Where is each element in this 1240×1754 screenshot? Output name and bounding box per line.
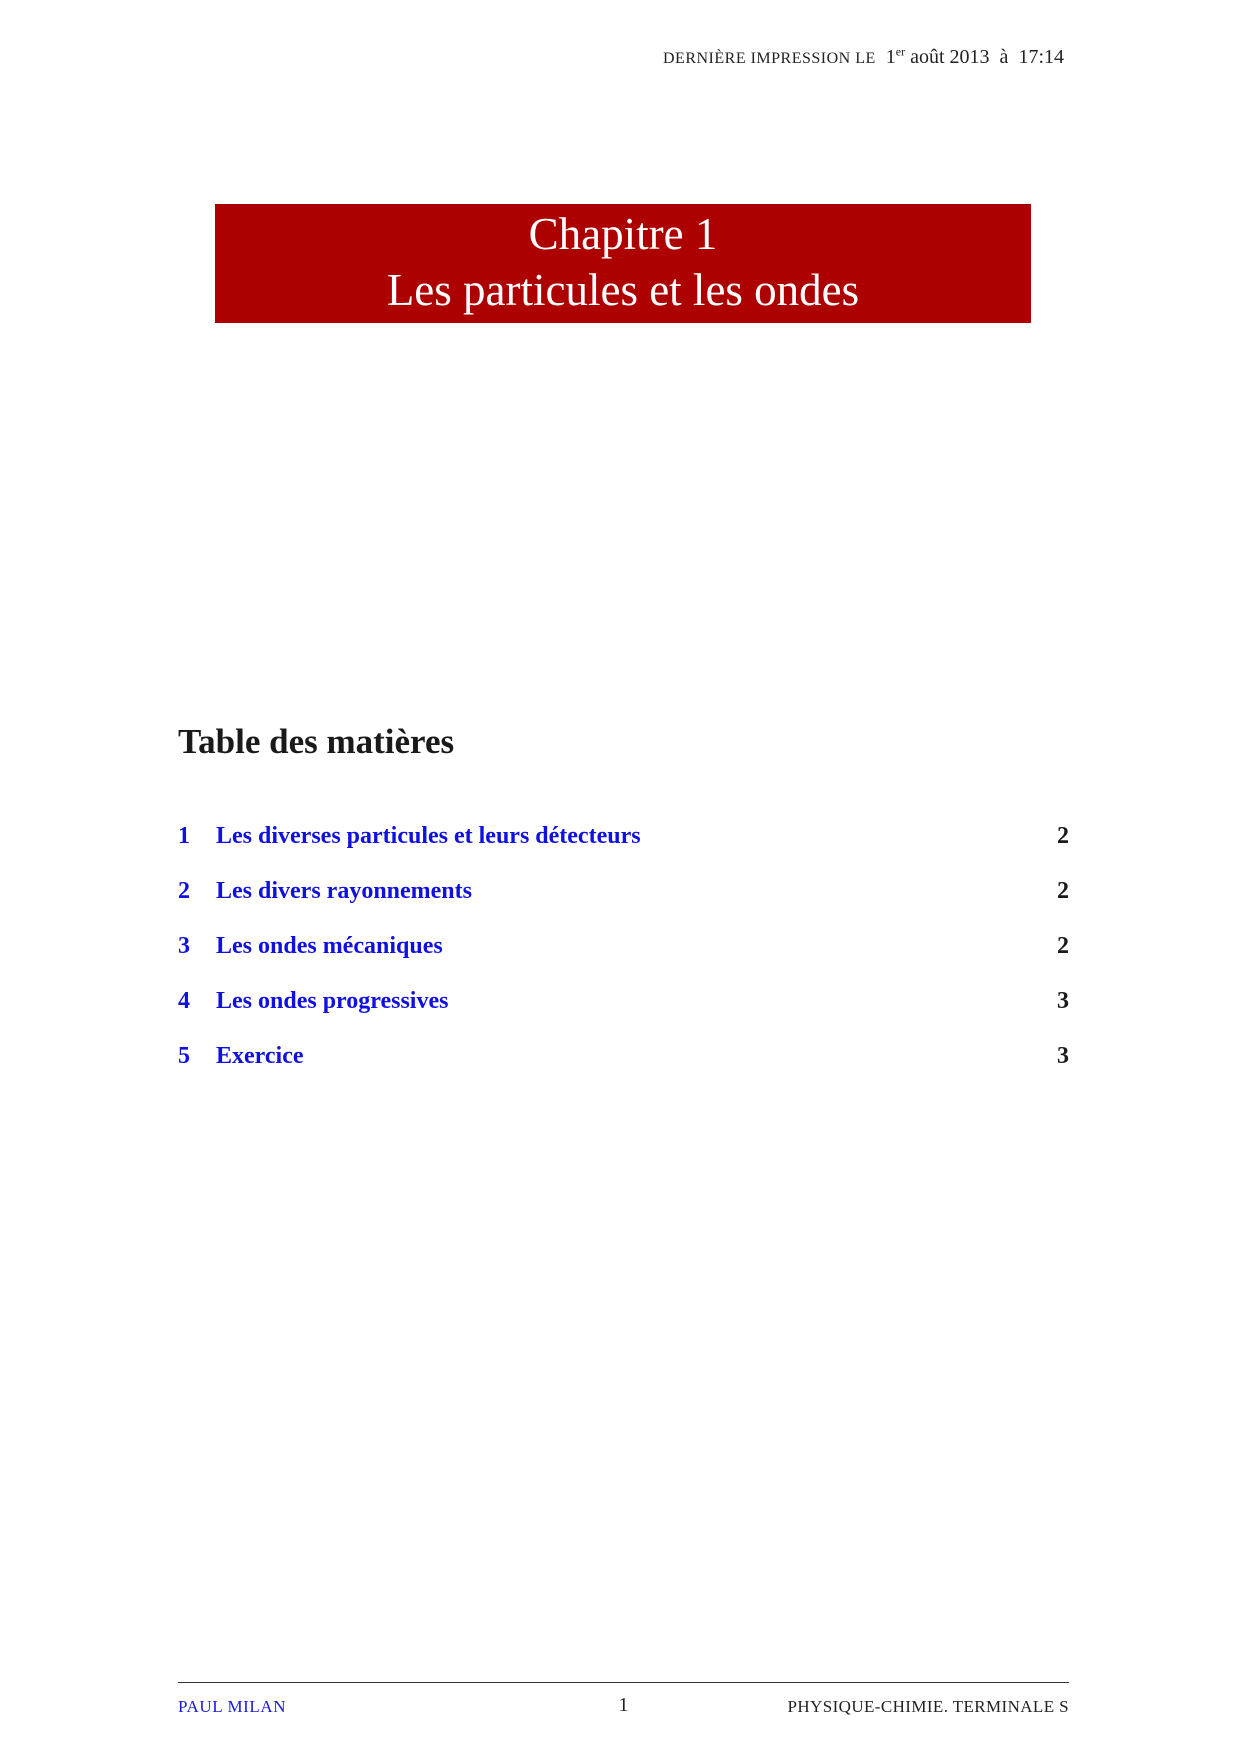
print-date-day-suffix: er — [895, 44, 906, 59]
chapter-number: Chapitre 1 — [528, 209, 718, 259]
toc-entry[interactable] — [178, 816, 1069, 871]
toc-entry-page: 3 — [1057, 988, 1069, 1014]
chapter-banner — [215, 204, 1031, 323]
toc-entry-title[interactable]: Les diverses particules et leurs détecteurs — [216, 823, 641, 849]
toc-entry-page: 2 — [1057, 933, 1069, 959]
footer-course: PHYSIQUE-CHIMIE. TERMINALE S — [787, 1697, 1069, 1716]
toc-entry[interactable] — [178, 926, 1069, 981]
toc-entry-number: 2 — [178, 878, 190, 904]
toc-entry-number: 3 — [178, 933, 190, 959]
toc-entry-title[interactable]: Les ondes progressives — [216, 988, 449, 1014]
toc-entry-page: 3 — [1057, 1043, 1069, 1069]
toc-entry-number: 4 — [178, 988, 190, 1014]
toc-entry-number: 5 — [178, 1043, 190, 1069]
print-date-header — [663, 46, 1064, 69]
table-of-contents — [178, 816, 1069, 1091]
chapter-title: Les particules et les ondes — [386, 265, 860, 315]
toc-entry-title[interactable]: Exercice — [216, 1043, 304, 1069]
toc-entry[interactable] — [178, 871, 1069, 926]
toc-entry-page: 2 — [1057, 878, 1069, 904]
toc-entry-page: 2 — [1057, 823, 1069, 849]
print-time: 17:14 — [1018, 46, 1064, 68]
footer-author: PAUL MILAN — [178, 1697, 287, 1716]
footer-divider — [178, 1682, 1069, 1683]
toc-entry-title[interactable]: Les divers rayonnements — [216, 878, 472, 904]
page-footer — [178, 1694, 1069, 1724]
toc-entry[interactable] — [178, 981, 1069, 1036]
toc-entry[interactable] — [178, 1036, 1069, 1091]
print-date-rest: août 2013 — [910, 46, 990, 68]
print-date-connector: à — [999, 46, 1009, 68]
print-date-prefix: DERNIÈRE IMPRESSION LE — [663, 50, 876, 67]
footer-page-number: 1 — [618, 1694, 629, 1716]
toc-entry-number: 1 — [178, 823, 190, 849]
print-date-day: 1 — [885, 46, 896, 68]
toc-entry-title[interactable]: Les ondes mécaniques — [216, 933, 443, 959]
toc-heading: Table des matières — [178, 722, 455, 761]
